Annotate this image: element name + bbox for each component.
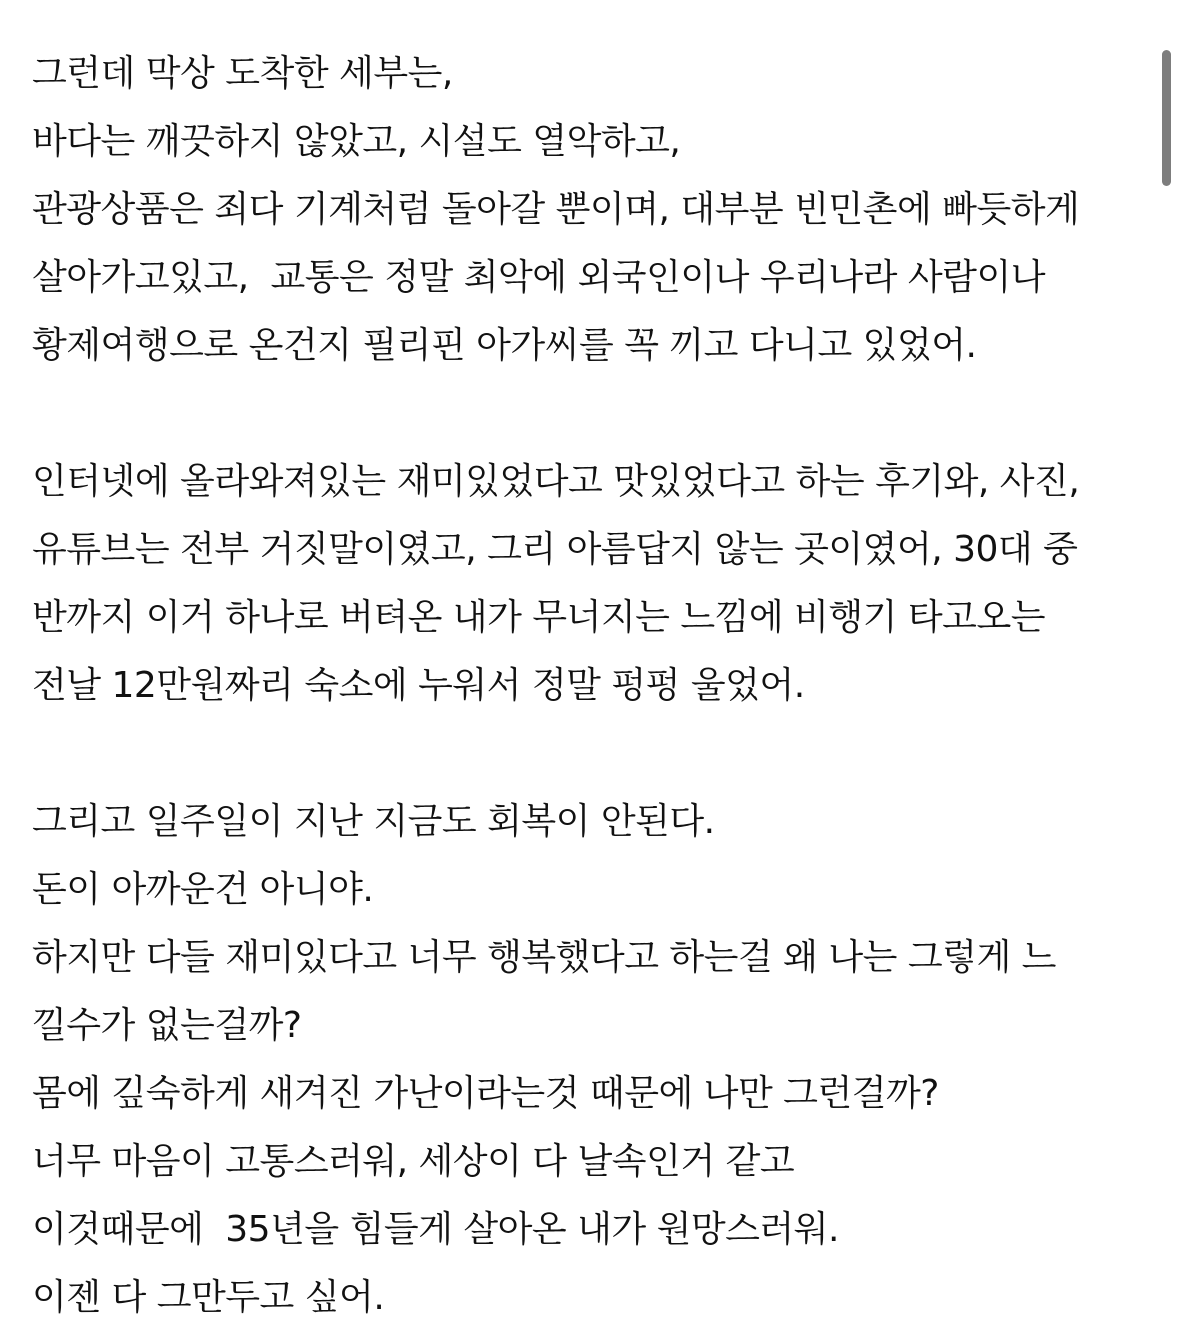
paragraph-1	[32, 40, 1147, 380]
text-line: 전날 12만원짜리 숙소에 누워서 정말 펑펑 울었어.	[32, 665, 805, 706]
text-line: 관광상품은 죄다 기계처럼 돌아갈 뿐이며, 대부분 빈민촌에 빠듯하게	[32, 189, 1080, 230]
text-line: 너무 마음이 고통스러워, 세상이 다 날속인거 같고	[32, 1141, 795, 1182]
text-line: 황제여행으로 온건지 필리핀 아가씨를 꼭 끼고 다니고 있었어.	[32, 325, 977, 366]
paragraph-2	[32, 448, 1147, 720]
vertical-scrollbar[interactable]	[1162, 50, 1171, 186]
text-line: 돈이 아까운건 아니야.	[32, 869, 374, 910]
post-body-text	[32, 40, 1147, 1332]
text-line: 반까지 이거 하나로 버텨온 내가 무너지는 느낌에 비행기 타고오는	[32, 597, 1045, 638]
text-line: 이것때문에 35년을 힘들게 살아온 내가 원망스러워.	[32, 1209, 839, 1250]
text-line: 그리고 일주일이 지난 지금도 회복이 안된다.	[32, 801, 715, 842]
text-line: 하지만 다들 재미있다고 너무 행복했다고 하는걸 왜 나는 그렇게 느	[32, 937, 1056, 978]
text-line: 살아가고있고, 교통은 정말 최악에 외국인이나 우리나라 사람이나	[32, 257, 1045, 298]
text-line: 이젠 다 그만두고 싶어.	[32, 1277, 385, 1318]
text-line: 인터넷에 올라와져있는 재미있었다고 맛있었다고 하는 후기와, 사진,	[32, 461, 1080, 502]
paragraph-spacer	[32, 380, 1147, 448]
text-line: 그런데 막상 도착한 세부는,	[32, 53, 453, 94]
text-line: 유튜브는 전부 거짓말이였고, 그리 아름답지 않는 곳이였어, 30대 중	[32, 529, 1078, 570]
paragraph-3	[32, 788, 1147, 1332]
text-line: 바다는 깨끗하지 않았고, 시설도 열악하고,	[32, 121, 681, 162]
text-line: 몸에 깊숙하게 새겨진 가난이라는것 때문에 나만 그런걸까?	[32, 1073, 939, 1114]
text-line: 낄수가 없는걸까?	[32, 1005, 302, 1046]
paragraph-spacer	[32, 720, 1147, 788]
